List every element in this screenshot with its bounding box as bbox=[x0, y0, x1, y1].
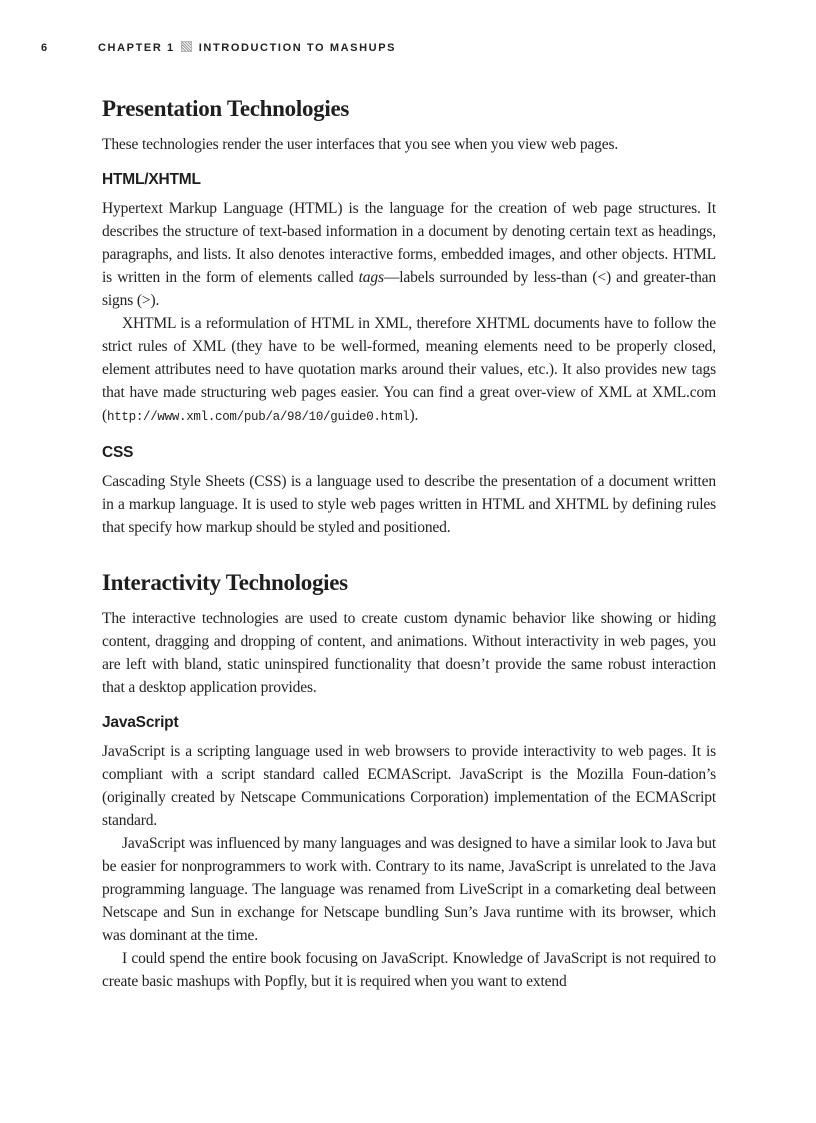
javascript-paragraph-3: I could spend the entire book focusing on JavaScript. Knowledge of JavaScript is not required to create basic mashups with Popfly, but it is required when you want to extend bbox=[102, 950, 716, 990]
javascript-paragraph-1: JavaScript is a scripting language used in web browsers to provide interactivity to web pages. It is compliant with a script standard called ECMAScript. JavaScript is the Mozilla Foun-dation’s (originally created by Netscape Communications Corporation) implementation of the ECMAScript standard. bbox=[102, 743, 716, 829]
section-heading-presentation: Presentation Technologies bbox=[102, 96, 350, 121]
chapter-separator-icon bbox=[181, 41, 192, 52]
tags-term: tags bbox=[358, 269, 384, 286]
chapter-label: CHAPTER 1 bbox=[98, 42, 175, 54]
html-p1-text: Hypertext Markup Language (HTML) is the language for the creation of web page structures. It describes the structure of text-based information in a document by denoting certain text as headings, paragraphs, and lists. It also denotes interactive forms, embedded images, and other objects. HTML is written in the form of elements called bbox=[102, 200, 716, 286]
section-heading-interactivity: Interactivity Technologies bbox=[102, 570, 348, 595]
subsection-heading-javascript: JavaScript bbox=[102, 714, 179, 731]
running-head bbox=[41, 41, 741, 59]
html-paragraph-2 bbox=[102, 312, 716, 429]
html-paragraph-1 bbox=[102, 197, 716, 312]
html-p2-text-end: ). bbox=[409, 407, 419, 424]
html-p2-text: XHTML is a reformulation of HTML in XML, therefore XHTML documents have to follow the strict rules of XML (they have to be well-formed, meaning elements need to be properly closed, element attributes need to have quotation marks around their values, etc.). It also provides new tags that have made structuring web pages easier. You can find a great over-view of XML at XML.com ( bbox=[102, 315, 716, 424]
html-p1-text-end: —labels surrounded by less-than (<) and greater-than signs (>). bbox=[102, 269, 716, 309]
javascript-paragraph-2: JavaScript was influenced by many languages and was designed to have a similar look to Java but be easier for nonprogrammers to work with. Contrary to its name, JavaScript is unrelated to the Java programming language. The language was renamed from LiveScript in a comarketing deal between Netscape and Sun in exchange for Netscape bundling Sun’s Java runtime with its browser, which was dominant at the time. bbox=[102, 835, 716, 944]
page-body bbox=[102, 92, 716, 993]
css-paragraph: Cascading Style Sheets (CSS) is a language used to describe the presentation of a document written in a markup language. It is used to style web pages written in HTML and XHTML by defining rules that specify how markup should be styled and positioned. bbox=[102, 473, 716, 536]
interactivity-intro: The interactive technologies are used to create custom dynamic behavior like showing or hiding content, dragging and dropping of content, and animations. Without interactivity in web pages, you are left with bland, static uninspired functionality that doesn’t provide the same robust interaction that a desktop application provides. bbox=[102, 610, 716, 696]
subsection-heading-css: CSS bbox=[102, 444, 134, 461]
subsection-heading-html: HTML/XHTML bbox=[102, 171, 201, 188]
presentation-intro: These technologies render the user interfaces that you see when you view web pages. bbox=[102, 136, 619, 153]
chapter-title: INTRODUCTION TO MASHUPS bbox=[198, 42, 397, 54]
page-number: 6 bbox=[41, 42, 49, 54]
xml-guide-link[interactable]: http://www.xml.com/pub/a/98/10/guide0.html bbox=[107, 410, 410, 424]
